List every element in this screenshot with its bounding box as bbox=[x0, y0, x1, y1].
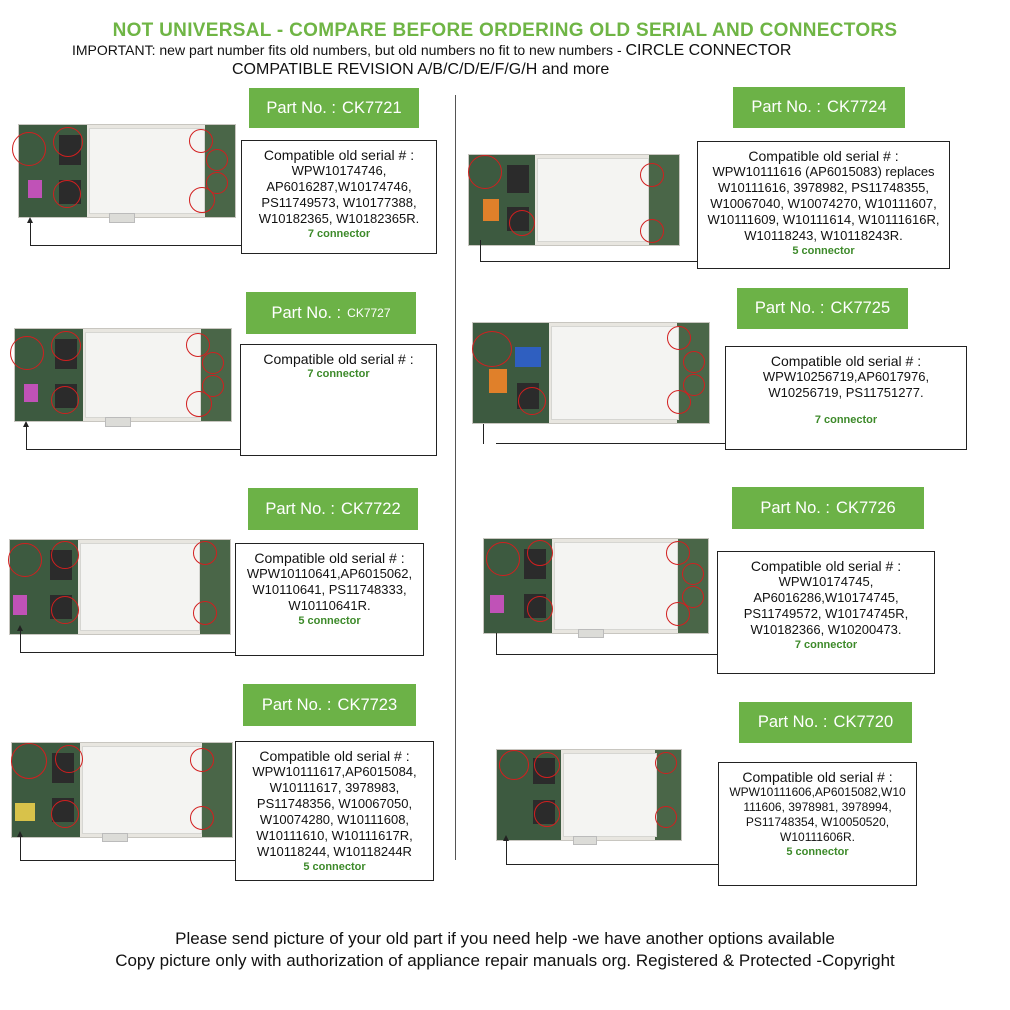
serial-line: W10111609, W10111614, W10111616R, bbox=[707, 212, 940, 227]
connector-circle bbox=[190, 748, 214, 772]
arrow-icon bbox=[17, 831, 23, 837]
column-divider bbox=[455, 95, 456, 860]
connector-circle bbox=[206, 149, 228, 171]
serial-line: WPW10111616 (AP6015083) replaces bbox=[712, 164, 935, 179]
serial-line: PS11749573, W10177388, bbox=[261, 195, 417, 210]
pointer-line bbox=[20, 860, 236, 861]
part-number-badge bbox=[739, 702, 912, 743]
serial-heading: Compatible old serial # : bbox=[770, 353, 922, 369]
connector-circle bbox=[655, 806, 677, 828]
connector-circle bbox=[527, 540, 553, 566]
pointer-line bbox=[480, 261, 698, 262]
pointer-line bbox=[480, 240, 481, 262]
connector-count: 5 connector bbox=[303, 861, 366, 873]
serial-line: AP6016287,W10174746, bbox=[266, 179, 412, 194]
connector-circle bbox=[55, 745, 83, 773]
connector-count: 7 connector bbox=[307, 228, 371, 240]
serial-heading: Compatible old serial # : bbox=[259, 748, 410, 764]
serial-line: WPW10111617,AP6015084, bbox=[252, 764, 417, 779]
serial-info-box bbox=[697, 141, 950, 269]
pointer-line bbox=[496, 633, 497, 655]
pointer-line bbox=[506, 864, 718, 865]
part-number: CK7725 bbox=[830, 299, 891, 317]
part-label: Part No. : bbox=[751, 98, 822, 116]
connector-circle bbox=[667, 390, 691, 414]
connector-circle bbox=[51, 541, 79, 569]
serial-line: WPW10174746, bbox=[291, 163, 387, 178]
serial-line: W10182365, W10182365R. bbox=[258, 211, 420, 226]
important-note bbox=[72, 42, 791, 60]
serial-info-box bbox=[235, 741, 434, 881]
part-number: CK7721 bbox=[342, 98, 402, 117]
connector-count: 5 connector bbox=[792, 245, 855, 257]
connector-circle bbox=[518, 387, 546, 415]
connector-circle bbox=[640, 219, 664, 243]
serial-heading: Compatible old serial # : bbox=[254, 550, 405, 566]
connector-circle bbox=[468, 155, 502, 189]
serial-line: W10118244, W10118244R bbox=[257, 844, 412, 859]
serial-line: W10074280, W10111608, bbox=[259, 812, 410, 827]
pointer-line bbox=[496, 654, 718, 655]
connector-circle bbox=[51, 386, 79, 414]
pointer-line bbox=[506, 840, 507, 865]
important-emphasis: CIRCLE CONNECTOR bbox=[625, 42, 792, 59]
serial-line: W10182366, W10200473. bbox=[750, 622, 902, 637]
footer-help-note: Please send picture of your old part if you need help -we have another options available bbox=[175, 929, 835, 948]
part-number: CK7723 bbox=[337, 695, 398, 714]
arrow-icon bbox=[27, 217, 33, 223]
connector-count: 5 connector bbox=[786, 846, 849, 858]
serial-line: WPW10110641,AP6015062, bbox=[246, 566, 413, 581]
serial-info-box bbox=[240, 344, 437, 456]
arrow-icon bbox=[17, 625, 23, 631]
serial-line: W10111606R. bbox=[780, 830, 855, 844]
pointer-line bbox=[20, 630, 21, 653]
serial-line: 111606, 3978981, 3978994, bbox=[743, 800, 892, 814]
serial-line: W10111616, 3978982, PS11748355, bbox=[717, 180, 930, 195]
serial-line: PS11748356, W10067050, bbox=[256, 796, 413, 811]
part-label: Part No. : bbox=[271, 303, 342, 322]
connector-circle bbox=[8, 543, 42, 577]
connector-circle bbox=[509, 210, 535, 236]
serial-heading: Compatible old serial # : bbox=[750, 558, 902, 574]
connector-circle bbox=[666, 602, 690, 626]
connector-circle bbox=[51, 331, 81, 361]
connector-circle bbox=[10, 336, 44, 370]
part-number: CK7727 bbox=[347, 306, 391, 320]
part-number: CK7722 bbox=[341, 499, 401, 518]
connector-circle bbox=[12, 132, 46, 166]
part-number-badge bbox=[246, 292, 416, 334]
footer-copyright: Copy picture only with authorization of appliance repair manuals org. Registered & Protected -Copyright bbox=[115, 951, 895, 970]
connector-circle bbox=[640, 163, 664, 187]
serial-line: AP6016286,W10174745, bbox=[753, 590, 899, 605]
headline: NOT UNIVERSAL - COMPARE BEFORE ORDERING OLD SERIAL AND CONNECTORS bbox=[112, 20, 898, 41]
connector-count: 7 connector bbox=[794, 639, 858, 651]
serial-line: W10111617, 3978983, bbox=[269, 780, 400, 795]
connector-circle bbox=[527, 596, 553, 622]
connector-circle bbox=[189, 187, 215, 213]
connector-circle bbox=[682, 563, 704, 585]
connector-circle bbox=[186, 391, 212, 417]
connector-circle bbox=[53, 180, 81, 208]
connector-circle bbox=[534, 801, 560, 827]
serial-line: WPW10256719,AP6017976, bbox=[762, 369, 930, 384]
connector-circle bbox=[655, 752, 677, 774]
serial-info-box bbox=[241, 140, 437, 254]
connector-circle bbox=[193, 601, 217, 625]
connector-circle bbox=[666, 541, 690, 565]
connector-circle bbox=[53, 127, 83, 157]
serial-line: W10111610, W10111617R, bbox=[256, 828, 413, 843]
serial-line: W10256719, PS11751277. bbox=[768, 385, 924, 400]
part-number-badge bbox=[249, 88, 419, 128]
serial-line: W10110641, PS11748333, bbox=[252, 582, 407, 597]
connector-circle bbox=[11, 743, 47, 779]
connector-circle bbox=[189, 129, 213, 153]
part-label: Part No. : bbox=[754, 299, 825, 317]
connector-circle bbox=[534, 752, 560, 778]
serial-line: WPW10174745, bbox=[778, 574, 874, 589]
pointer-line bbox=[496, 443, 726, 444]
connector-count: 7 connector bbox=[307, 368, 370, 380]
connector-circle bbox=[683, 351, 705, 373]
pointer-line bbox=[30, 245, 242, 246]
important-text: IMPORTANT: new part number fits old numbers, but old numbers no fit to new numbers - bbox=[72, 42, 622, 58]
serial-line: PS11749572, W10174745R, bbox=[743, 606, 909, 621]
serial-line: W10118243, W10118243R. bbox=[744, 228, 903, 243]
serial-info-box bbox=[717, 551, 935, 674]
connector-circle bbox=[202, 352, 224, 374]
revision-note: COMPATIBLE REVISION A/B/C/D/E/F/G/H and more bbox=[232, 61, 610, 78]
part-number: CK7724 bbox=[827, 98, 887, 116]
connector-circle bbox=[667, 326, 691, 350]
pointer-line bbox=[26, 449, 240, 450]
part-number: CK7720 bbox=[833, 713, 894, 731]
connector-circle bbox=[51, 596, 79, 624]
part-number-badge bbox=[733, 87, 905, 128]
arrow-icon bbox=[503, 835, 509, 841]
connector-circle bbox=[499, 750, 529, 780]
connector-circle bbox=[472, 331, 512, 367]
part-label: Part No. : bbox=[266, 98, 337, 117]
serial-heading: Compatible old serial # : bbox=[263, 147, 415, 163]
part-number-badge bbox=[243, 684, 416, 726]
connector-count: 5 connector bbox=[298, 615, 361, 627]
serial-info-box bbox=[235, 543, 424, 656]
serial-line: W10110641R. bbox=[288, 598, 371, 613]
part-label: Part No. : bbox=[261, 695, 332, 714]
pointer-line bbox=[483, 424, 484, 444]
part-label: Part No. : bbox=[757, 713, 828, 731]
arrow-icon bbox=[23, 421, 29, 427]
part-number: CK7726 bbox=[836, 498, 896, 517]
pointer-line bbox=[26, 426, 27, 450]
pointer-line bbox=[20, 836, 21, 861]
serial-info-box bbox=[718, 762, 917, 886]
serial-heading: Compatible old serial # : bbox=[263, 351, 414, 367]
serial-line: WPW10111606,AP6015082,W10 bbox=[729, 785, 906, 799]
part-number-badge bbox=[737, 288, 908, 329]
connector-circle bbox=[51, 800, 79, 828]
connector-circle bbox=[486, 542, 520, 576]
connector-count: 7 connector bbox=[814, 414, 878, 426]
connector-circle bbox=[193, 541, 217, 565]
serial-heading: Compatible old serial # : bbox=[748, 148, 899, 164]
serial-line: W10067040, W10074270, W10111607, bbox=[710, 196, 937, 211]
part-label: Part No. : bbox=[760, 498, 831, 517]
serial-line: PS11748354, W10050520, bbox=[745, 815, 890, 829]
pointer-line bbox=[30, 222, 31, 246]
serial-info-box bbox=[725, 346, 967, 450]
serial-heading: Compatible old serial # : bbox=[742, 769, 893, 785]
part-number-badge bbox=[732, 487, 924, 529]
part-label: Part No. : bbox=[265, 499, 336, 518]
part-number-badge bbox=[248, 488, 418, 530]
connector-circle bbox=[190, 806, 214, 830]
pointer-line bbox=[20, 652, 235, 653]
